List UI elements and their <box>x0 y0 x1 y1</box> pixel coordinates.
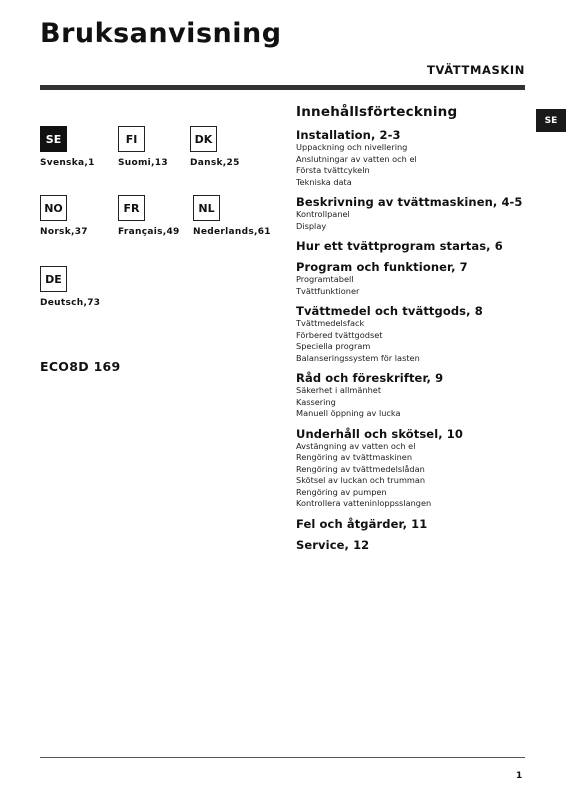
header-rule <box>40 85 525 90</box>
language-label: Svenska,1 <box>40 158 95 168</box>
toc-subitem[interactable]: Tekniska data <box>296 176 352 187</box>
language-label: Nederlands,61 <box>193 227 271 237</box>
language-label: Norsk,37 <box>40 227 88 237</box>
language-code-box[interactable]: DK <box>190 126 217 152</box>
language-code-box[interactable]: FI <box>118 126 145 152</box>
toc-subitem[interactable]: Tvättmedelsfack <box>296 318 365 328</box>
toc-section-heading[interactable]: Program och funktioner, 7 <box>296 260 468 274</box>
language-option-dk[interactable] <box>190 126 240 168</box>
toc-subitem[interactable]: Förbered tvättgodset <box>296 329 383 340</box>
toc-section <box>296 427 528 510</box>
toc-section-heading[interactable]: Underhåll och skötsel, 10 <box>296 426 464 441</box>
language-code-box[interactable]: NL <box>193 195 220 221</box>
toc-subitem[interactable]: Rengöring av tvättmedelslådan <box>296 463 425 474</box>
toc-subitem[interactable]: Speciella program <box>296 341 371 351</box>
language-option-nl[interactable] <box>193 195 271 237</box>
toc-section-heading[interactable]: Tvättmedel och tvättgods, 8 <box>296 304 483 318</box>
language-label: Deutsch,73 <box>40 298 101 308</box>
language-code-box[interactable]: FR <box>118 195 145 221</box>
toc-section-heading[interactable]: Fel och åtgärder, 11 <box>296 516 428 531</box>
document-subtitle: TVÄTTMASKIN <box>427 63 525 77</box>
language-option-no[interactable] <box>40 195 88 237</box>
toc-section <box>296 517 528 531</box>
toc-section <box>296 538 528 552</box>
page-title: Bruksanvisning <box>40 18 282 49</box>
toc-section-heading[interactable]: Hur ett tvättprogram startas, 6 <box>296 239 503 253</box>
toc-subitem[interactable]: Display <box>296 220 327 231</box>
language-label: Français,49 <box>118 227 180 237</box>
toc-section-heading[interactable]: Beskrivning av tvättmaskinen, 4-5 <box>296 195 523 209</box>
language-label: Dansk,25 <box>190 158 240 168</box>
page-number: 1 <box>516 771 523 781</box>
toc-section <box>296 260 528 297</box>
language-option-fi[interactable] <box>118 126 168 168</box>
toc-subitem[interactable]: Kontrollpanel <box>296 209 350 219</box>
toc-subitem[interactable]: Säkerhet i allmänhet <box>296 385 382 395</box>
toc-subitem[interactable]: Kassering <box>296 396 336 407</box>
toc-section <box>296 128 528 188</box>
language-option-se[interactable] <box>40 126 95 168</box>
toc-section-heading[interactable]: Service, 12 <box>296 537 370 552</box>
language-code-box[interactable]: NO <box>40 195 67 221</box>
toc-subitem[interactable]: Avstängning av vatten och el <box>296 440 416 451</box>
language-label: Suomi,13 <box>118 158 168 168</box>
toc-section <box>296 371 528 420</box>
footer-rule <box>40 757 525 758</box>
toc-subitem[interactable]: Anslutningar av vatten och el <box>296 153 417 164</box>
language-option-fr[interactable] <box>118 195 180 237</box>
language-code-box[interactable]: DE <box>40 266 67 292</box>
toc-subitem[interactable]: Första tvättcykeln <box>296 165 370 175</box>
toc-section <box>296 304 528 364</box>
model-number: ECO8D 169 <box>40 359 121 374</box>
toc-subitem[interactable]: Balanseringssystem för lasten <box>296 352 420 363</box>
language-side-tab: SE <box>536 109 566 132</box>
table-of-contents <box>296 104 528 559</box>
toc-subitem[interactable]: Rengöring av pumpen <box>296 486 387 497</box>
toc-section-heading[interactable]: Råd och föreskrifter, 9 <box>296 371 444 385</box>
toc-title: Innehållsförteckning <box>296 104 458 120</box>
language-code-box[interactable]: SE <box>40 126 67 152</box>
toc-section-heading[interactable]: Installation, 2-3 <box>296 128 401 142</box>
toc-subitem[interactable]: Manuell öppning av lucka <box>296 408 401 418</box>
toc-subitem[interactable]: Programtabell <box>296 274 354 284</box>
toc-subitem[interactable]: Rengöring av tvättmaskinen <box>296 452 413 462</box>
toc-subitem[interactable]: Kontrollera vatteninloppsslangen <box>296 498 432 508</box>
toc-section <box>296 239 528 253</box>
toc-sections <box>296 128 528 552</box>
language-option-de[interactable] <box>40 266 101 308</box>
toc-subitem[interactable]: Tvättfunktioner <box>296 285 360 296</box>
toc-section <box>296 195 528 232</box>
toc-subitem[interactable]: Uppackning och nivellering <box>296 142 408 152</box>
toc-subitem[interactable]: Skötsel av luckan och trumman <box>296 475 426 485</box>
